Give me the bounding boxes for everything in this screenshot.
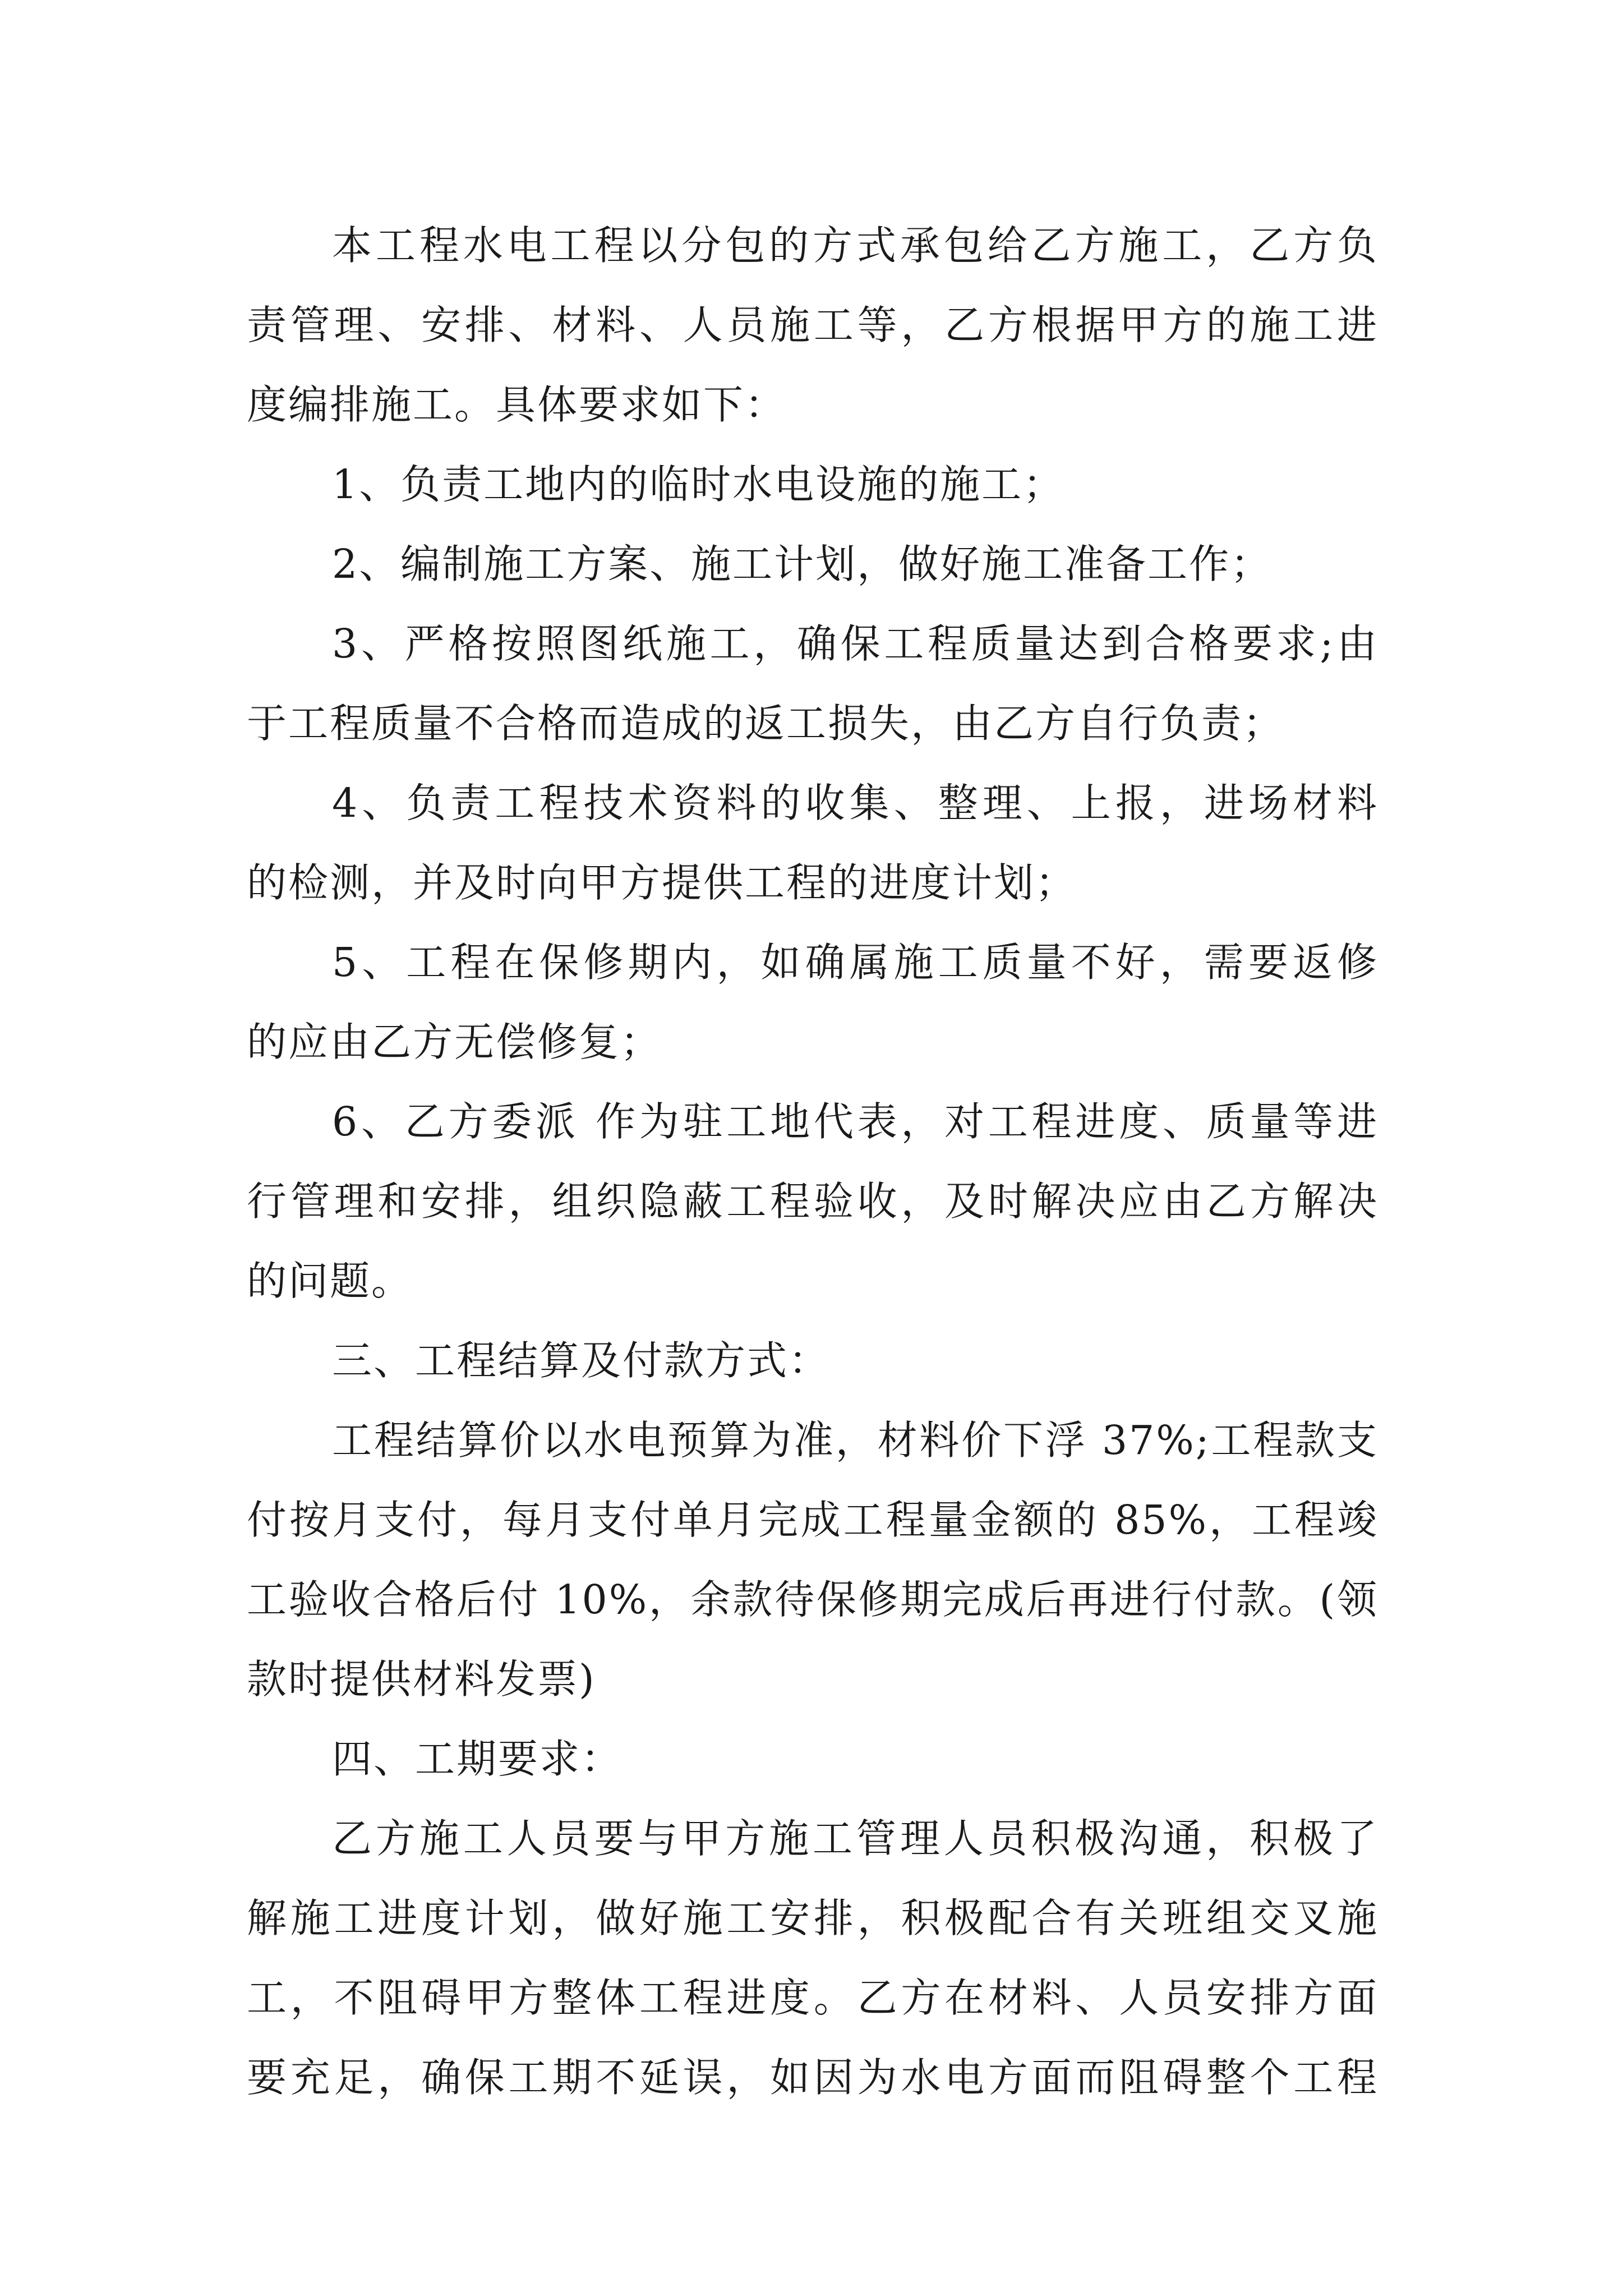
text-line: 的检测，并及时向甲方提供工程的进度计划； — [247, 859, 1077, 906]
text-line: 工，不阻碍甲方整体工程进度。乙方在材料、人员安排方面 — [247, 1975, 1378, 2021]
text-line: 度编排施工。具体要求如下： — [247, 381, 787, 428]
text-line: 2、编制施工方案、施工计划，做好施工准备工作； — [332, 541, 1272, 587]
text-line: 要充足，确保工期不延误，如因为水电方面而阻碍整个工程 — [247, 2054, 1378, 2101]
paragraph-item-2 — [247, 524, 1378, 604]
text-line: 的问题。 — [247, 1258, 413, 1304]
paragraph-item-4 — [247, 763, 1378, 923]
text-line: 款时提供材料发票) — [247, 1656, 596, 1703]
paragraph-settlement — [247, 1401, 1378, 1719]
paragraph-item-3 — [247, 604, 1378, 763]
text-line: 解施工进度计划，做好施工安排，积极配合有关班组交叉施 — [247, 1895, 1378, 1941]
text-line: 责管理、安排、材料、人员施工等，乙方根据甲方的施工进 — [247, 302, 1378, 348]
paragraph-schedule — [247, 1799, 1378, 2118]
text-line: 4、负责工程技术资料的收集、整理、上报，进场材料 — [332, 780, 1378, 826]
paragraph-item-6 — [247, 1082, 1378, 1321]
text-line: 3、严格按照图纸施工，确保工程质量达到合格要求;由 — [332, 620, 1378, 667]
text-line: 本工程水电工程以分包的方式承包给乙方施工，乙方负 — [332, 222, 1378, 269]
text-line: 工程结算价以水电预算为准，材料价下浮 37%;工程款支 — [332, 1417, 1378, 1464]
text-line: 5、工程在保修期内，如确属施工质量不好，需要返修 — [332, 939, 1378, 986]
text-line: 1、负责工地内的临时水电设施的施工； — [332, 461, 1065, 508]
text-line: 的应由乙方无偿修复； — [247, 1019, 662, 1065]
document-body — [247, 206, 1378, 2118]
text-line: 6、乙方委派 作为驻工地代表，对工程进度、质量等进 — [332, 1098, 1378, 1145]
paragraph-item-1 — [247, 445, 1378, 524]
paragraph-item-5 — [247, 923, 1378, 1082]
text-line: 付按月支付，每月支付单月完成工程量金额的 85%，工程竣 — [247, 1497, 1378, 1543]
section-heading-settlement — [247, 1321, 1378, 1401]
text-line: 行管理和安排，组织隐蔽工程验收，及时解决应由乙方解决 — [247, 1178, 1378, 1225]
text-line: 乙方施工人员要与甲方施工管理人员积极沟通，积极了 — [332, 1815, 1378, 1862]
text-line: 工验收合格后付 10%，余款待保修期完成后再进行付款。(领 — [247, 1576, 1378, 1623]
section-heading-schedule — [247, 1719, 1378, 1799]
section-heading: 三、工程结算及付款方式： — [332, 1337, 831, 1384]
text-line: 于工程质量不合格而造成的返工损失，由乙方自行负责； — [247, 700, 1285, 747]
section-heading: 四、工期要求： — [332, 1736, 623, 1782]
paragraph-intro — [247, 206, 1378, 445]
